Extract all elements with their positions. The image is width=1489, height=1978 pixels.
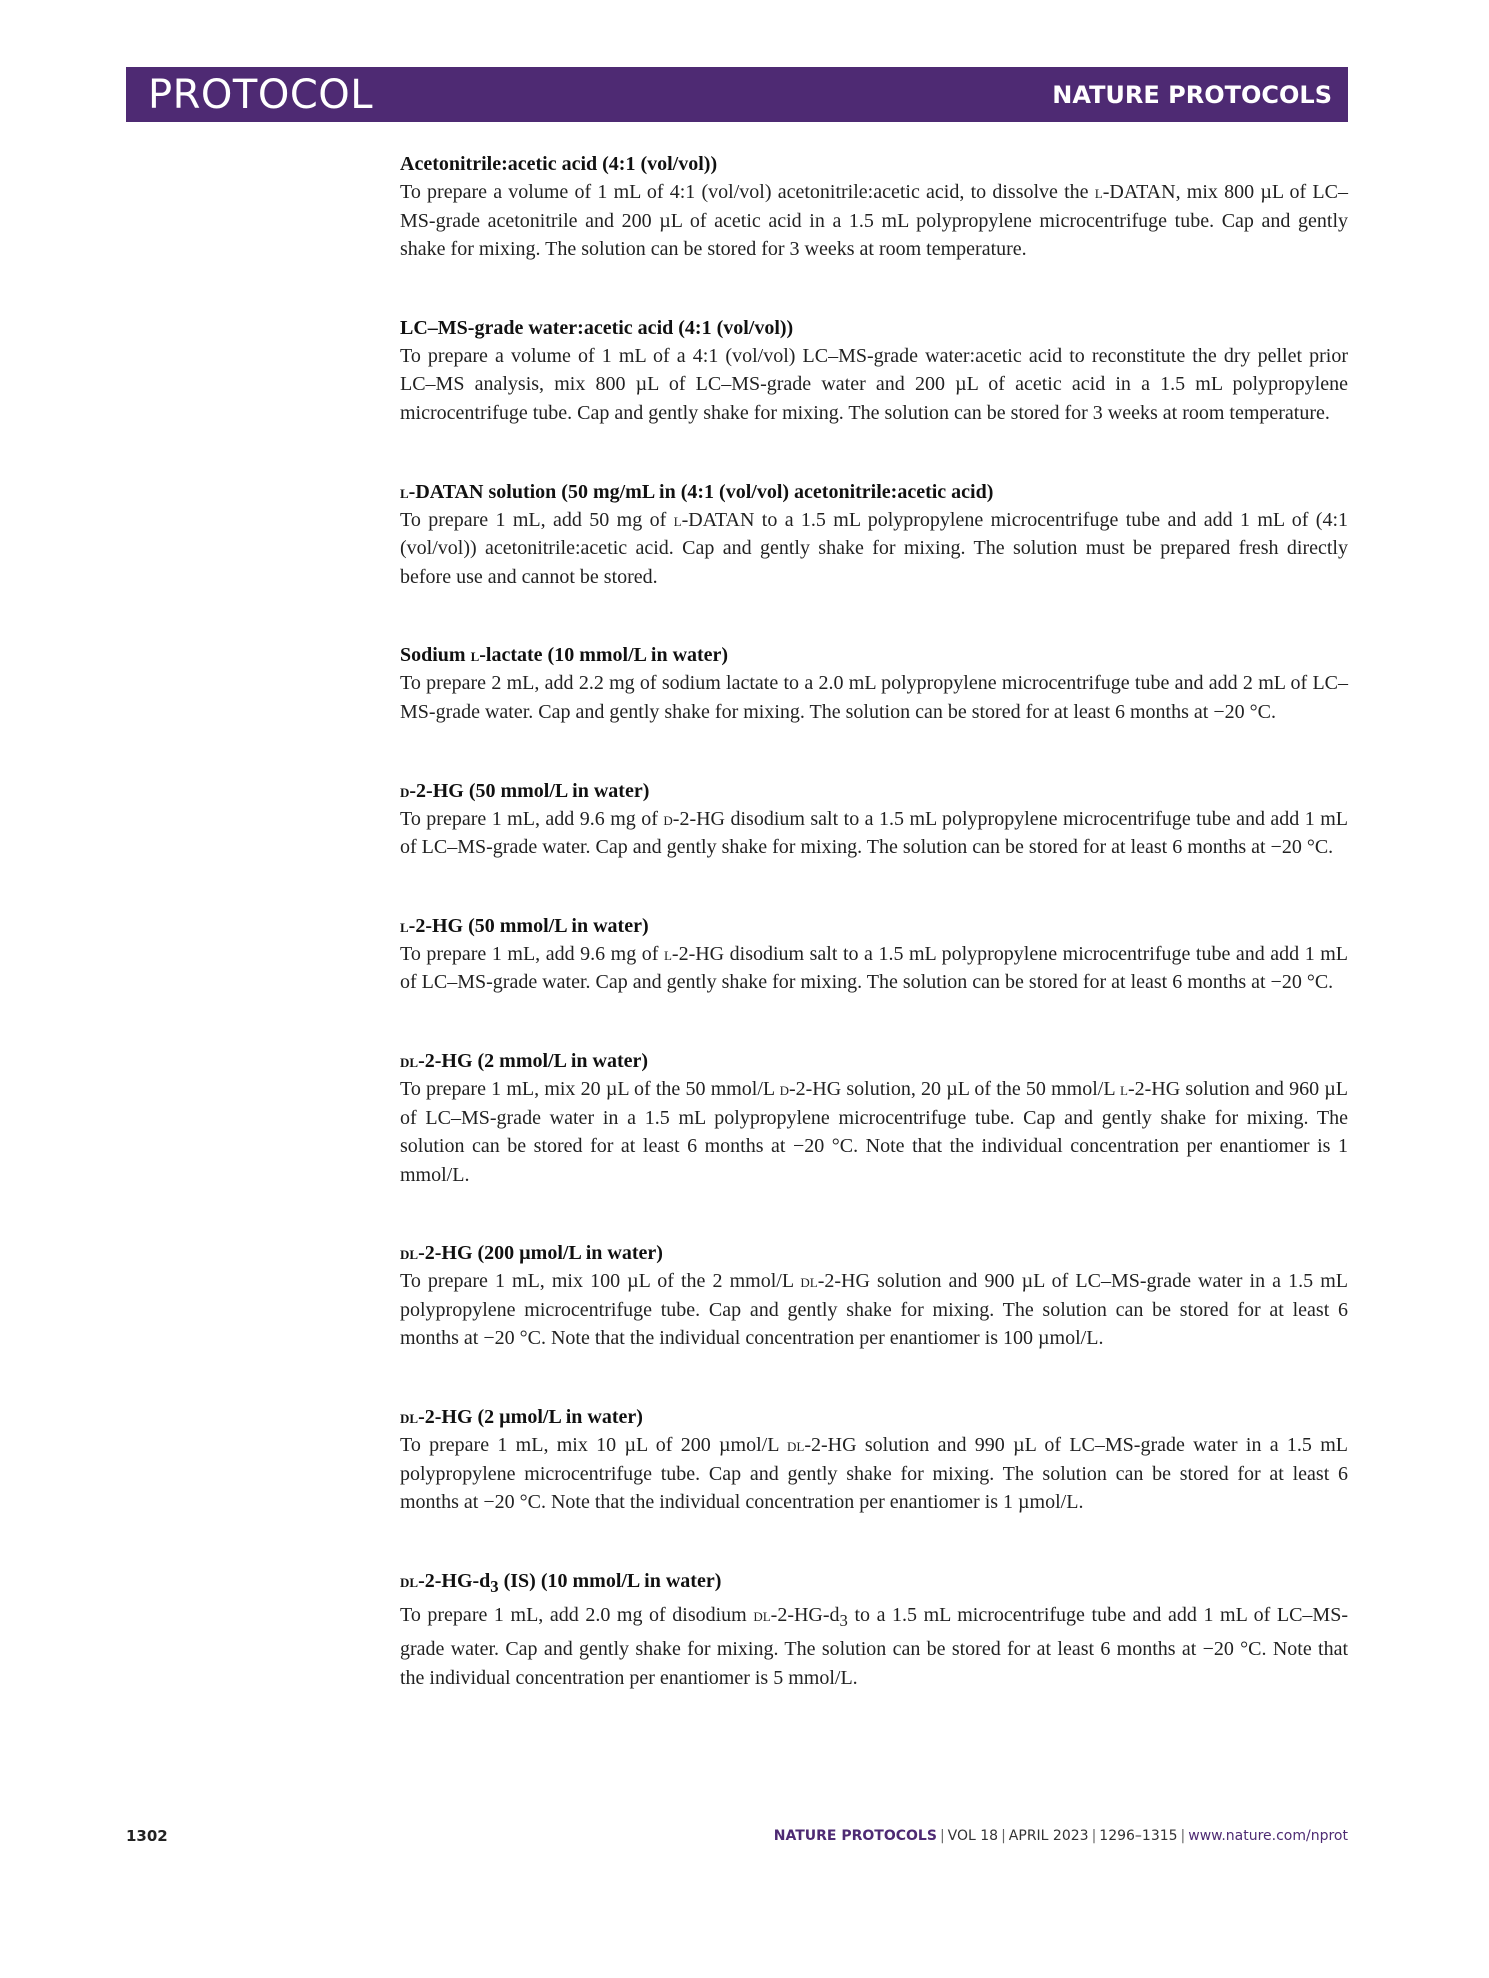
footer-volume: VOL 18 — [947, 1828, 999, 1844]
main-content — [400, 150, 1348, 1693]
reagent-title: $dl-2-HG-d_3$ (IS) (10 mmol/L in water) — [400, 1569, 722, 1596]
page-number: 1302 — [126, 1827, 168, 1845]
reagent-title: dl-2-HG (2 mmol/L in water) — [400, 1049, 649, 1072]
reagent-section — [400, 777, 1348, 862]
reagent-instructions: To prepare 1 mL, add 9.6 mg of l-2-HG disodium salt to a 1.5 mL polypropylene microcentrifuge tube and add 1 mL of LC–MS-grade water. Cap and gently shake for mixing. The solution can be stored for at least 6 months at −20 °C. — [400, 942, 1349, 994]
reagent-instructions: To prepare 1 mL, mix 10 µL of 200 µmol/L dl-2-HG solution and 990 µL of LC–MS-grade water in a 1.5 mL polypropylene microcentrifuge tube. Cap and gently shake for mixing. The solution can be stored for at least 6 months at −20 °C. Note that the individual concentration per enantiomer is 1 µmol/L. — [400, 1434, 1349, 1514]
reagent-section — [400, 912, 1348, 997]
reagent-instructions: To prepare 2 mL, add 2.2 mg of sodium lactate to a 2.0 mL polypropylene microcentrifuge tube and add 2 mL of LC–MS-grade water. Cap and gently shake for mixing. The solution can be stored for at least 6 months at −20 °C. — [400, 672, 1348, 723]
footer-citation: NATURE PROTOCOLS | VOL 18 | APRIL 2023 | 1296–1315 | www.nature.com/nprot — [773, 1828, 1348, 1844]
reagent-instructions: To prepare 1 mL, add 50 mg of l-DATAN to a 1.5 mL polypropylene microcentrifuge tube and add 1 mL of (4:1 (vol/vol)) acetonitrile:acetic acid. Cap and gently shake for mixing. The solution must be prepared fresh directly before use and cannot be stored. — [400, 508, 1349, 588]
reagent-section — [400, 1567, 1348, 1693]
reagent-section — [400, 1403, 1348, 1517]
reagent-instructions: To prepare 1 mL, add 9.6 mg of d-2-HG disodium salt to a 1.5 mL polypropylene microcentrifuge tube and add 1 mL of LC–MS-grade water. Cap and gently shake for mixing. The solution can be stored for at least 6 months at −20 °C. — [400, 807, 1349, 859]
header-section-label: PROTOCOL — [148, 72, 374, 118]
reagent-instructions: To prepare a volume of 1 mL of a 4:1 (vol/vol) LC–MS-grade water:acetic acid to reconstitute the dry pellet prior LC–MS analysis, mix 800 µL of LC–MS-grade water and 200 µL of acetic acid in a 1.5 mL polypropylene microcentrifuge tube. Cap and gently shake for mixing. The solution can be stored for 3 weeks at room temperature. — [400, 344, 1348, 424]
reagent-section — [400, 314, 1348, 428]
header-journal-name: NATURE PROTOCOLS — [1052, 81, 1332, 109]
reagent-title: l-2-HG (50 mmol/L in water) — [400, 914, 649, 937]
reagent-title: l-DATAN solution (50 mg/mL in (4:1 (vol/vol) acetonitrile:acetic acid) — [400, 480, 994, 503]
reagent-title: d-2-HG (50 mmol/L in water) — [400, 779, 650, 802]
reagent-title: dl-2-HG (200 µmol/L in water) — [400, 1242, 663, 1265]
reagent-title: dl-2-HG (2 µmol/L in water) — [400, 1406, 643, 1429]
footer-pages: 1296–1315 — [1099, 1828, 1178, 1844]
reagent-title: Sodium l-lactate (10 mmol/L in water) — [400, 644, 729, 667]
reagent-instructions: To prepare a volume of 1 mL of 4:1 (vol/vol) acetonitrile:acetic acid, to dissolve the l-DATAN, mix 800 µL of LC–MS-grade acetonitrile and 200 µL of acetic acid in a 1.5 mL polypropylene microcentrifuge tube. Cap and gently shake for mixing. The solution can be stored for 3 weeks at room temperature. — [400, 181, 1348, 261]
reagent-title: LC–MS-grade water:acetic acid (4:1 (vol/vol)) — [400, 316, 794, 339]
reagent-section — [400, 478, 1348, 592]
header-bar — [126, 67, 1348, 122]
reagent-section — [400, 1047, 1348, 1189]
reagent-instructions: To prepare 1 mL, add 2.0 mg of disodium $dl-2-HG-d_3$ to a 1.5 mL microcentrifuge tube and add 1 mL of LC–MS-grade water. Cap and gently shake for mixing. The solution can be stored for at least 6 months at −20 °C. Note that the individual concentration per enantiomer is 5 mmol/L. — [400, 1603, 1348, 1690]
footer-journal: NATURE PROTOCOLS — [773, 1828, 937, 1844]
reagent-title: Acetonitrile:acetic acid (4:1 (vol/vol)) — [400, 153, 718, 175]
reagent-instructions: To prepare 1 mL, mix 100 µL of the 2 mmol/L dl-2-HG solution and 900 µL of LC–MS-grade water in a 1.5 mL polypropylene microcentrifuge tube. Cap and gently shake for mixing. The solution can be stored for at least 6 months at −20 °C. Note that the individual concentration per enantiomer is 100 µmol/L. — [400, 1270, 1348, 1350]
footer-date: APRIL 2023 — [1008, 1828, 1089, 1844]
reagent-section — [400, 150, 1348, 264]
footer-url-link[interactable]: www.nature.com/nprot — [1188, 1828, 1348, 1844]
reagent-section — [400, 1239, 1348, 1353]
reagent-section — [400, 641, 1348, 726]
reagent-instructions: To prepare 1 mL, mix 20 µL of the 50 mmol/L d-2-HG solution, 20 µL of the 50 mmol/L l-2-HG solution and 960 µL of LC–MS-grade water in a 1.5 mL polypropylene microcentrifuge tube. Cap and gently shake for mixing. The solution can be stored for at least 6 months at −20 °C. Note that the individual concentration per enantiomer is 1 mmol/L. — [400, 1077, 1349, 1186]
